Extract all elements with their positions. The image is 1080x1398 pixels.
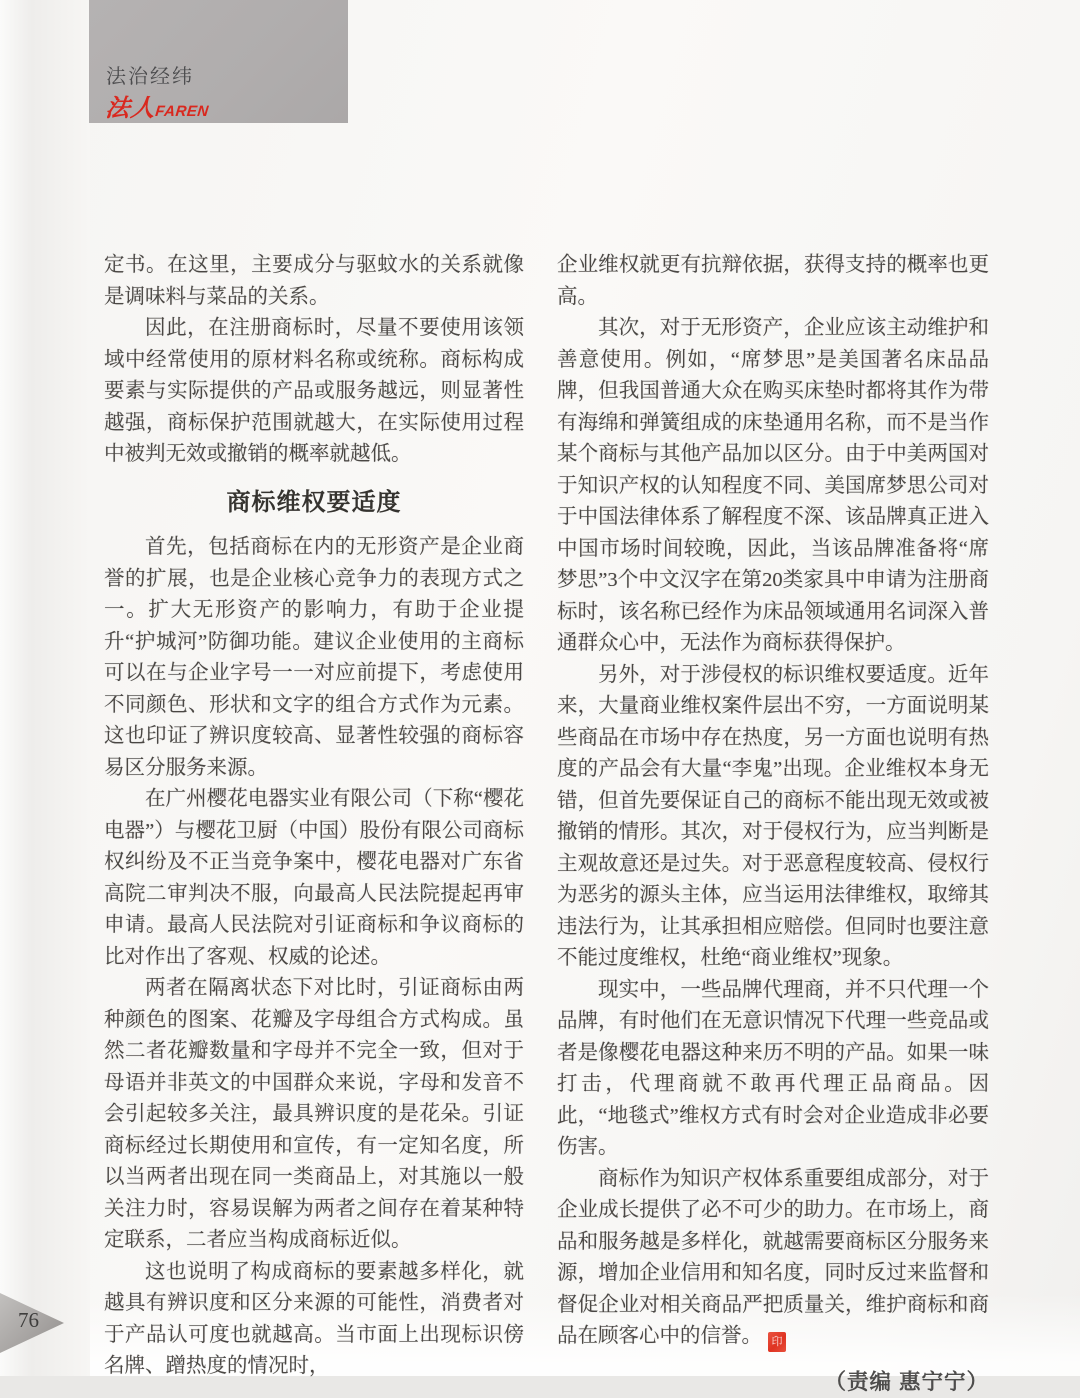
article-end-seal-icon: 印 bbox=[768, 1332, 786, 1352]
paragraph: 现实中，一些品牌代理商，并不只代理一个品牌，有时他们在无意识情况下代理一些竞品或者是像樱花电器这种来历不明的产品。如果一味打击，代理商就不敢再代理正品商品。因此，“地毯式”维权方式有时会对企业造成非必要伤害。 bbox=[557, 975, 989, 1164]
right-column bbox=[557, 250, 989, 1398]
paragraph-text: 商标作为知识产权体系重要组成部分，对于企业成长提供了必不可少的助力。在市场上，商品和服务越是多样化，就越需要商标区分服务来源，增加企业信用和知名度，同时反过来监督和督促企业对相关商品严把质量关，维护商标和商品在顾客心中的信誉。 bbox=[557, 1168, 989, 1348]
paragraph: 企业维权就更有抗辩依据，获得支持的概率也更高。 bbox=[557, 250, 989, 313]
section-title: 法治经纬 bbox=[106, 60, 194, 89]
paragraph: 在广州樱花电器实业有限公司（下称“樱花电器”）与樱花卫厨（中国）股份有限公司商标权纠纷及不正当竞争案中，樱花电器对广东省高院二审判决不服，向最高人民法院提起再审申请。最高人民法院对引证商标和争议商标的比对作出了客观、权威的论述。 bbox=[104, 784, 524, 973]
paragraph: 这也说明了构成商标的要素越多样化，就越具有辨识度和区分来源的可能性，消费者对于产品认可度也就越高。当市面上出现标识傍名牌、蹭热度的情况时， bbox=[104, 1257, 524, 1383]
page-number-block bbox=[0, 1293, 64, 1353]
paragraph: 因此，在注册商标时，尽量不要使用该领域中经常使用的原材料名称或统称。商标构成要素与实际提供的产品或服务越远，则显著性越强，商标保护范围就越大，在实际使用过程中被判无效或撤销的概率就越低。 bbox=[104, 313, 524, 471]
paragraph: 两者在隔离状态下对比时，引证商标由两种颜色的图案、花瓣及字母组合方式构成。虽然二者花瓣数量和字母并不完全一致，但对于母语并非英文的中国群众来说，字母和发音不会引起较多关注，最具辨识度的是花朵。引证商标经过长期使用和宣传，有一定知名度，所以当两者出现在同一类商品上，对其施以一般关注力时，容易误解为两者之间存在着某种特定联系，二者应当构成商标近似。 bbox=[104, 973, 524, 1257]
page-number: 76 bbox=[18, 1308, 39, 1333]
scan-left-edge bbox=[0, 0, 90, 1376]
section-header-block bbox=[89, 0, 348, 123]
paragraph: 首先，包括商标在内的无形资产是企业商誉的扩展，也是企业核心竞争力的表现方式之一。扩大无形资产的影响力，有助于企业提升“护城河”防御功能。建议企业使用的主商标可以在与企业字号一一对应前提下，考虑使用不同颜色、形状和文字的组合方式作为元素。这也印证了辨识度较高、显著性较强的商标容易区分服务来源。 bbox=[104, 532, 524, 784]
left-column bbox=[104, 250, 524, 1383]
editor-credit: （责编 惠宁宁） bbox=[557, 1367, 989, 1398]
magazine-logo bbox=[104, 88, 211, 123]
paragraph: 另外，对于涉侵权的标识维权要适度。近年来，大量商业维权案件层出不穷，一方面说明某些商品在市场中存在热度，另一方面也说明有热度的产品会有大量“李鬼”出现。企业维权本身无错，但首先要保证自己的商标不能出现无效或被撤销的情形。其次，对于侵权行为，应当判断是主观故意还是过失。对于恶意程度较高、侵权行为恶劣的源头主体，应当运用法律维权，取缔其违法行为，让其承担相应赔偿。但同时也要注意不能过度维权，杜绝“商业维权”现象。 bbox=[557, 660, 989, 975]
paragraph bbox=[557, 1164, 989, 1353]
paragraph: 其次，对于无形资产，企业应该主动维护和善意使用。例如，“席梦思”是美国著名床品品牌，但我国普通大众在购买床垫时都将其作为带有海绵和弹簧组成的床垫通用名称，而不是当作某个商标与其他产品加以区分。由于中美两国对于知识产权的认知程度不同、美国席梦思公司对于中国法律体系了解程度不深、该品牌真正进入中国市场时间较晚，因此，当该品牌准备将“席梦思”3个中文汉字在第20类家具中申请为注册商标时，该名称已经作为床品领域通用名词深入普通群众心中，无法作为商标获得保护。 bbox=[557, 313, 989, 660]
paragraph: 定书。在这里，主要成分与驱蚊水的关系就像是调味料与菜品的关系。 bbox=[104, 250, 524, 313]
magazine-logo-en: FAREN bbox=[154, 103, 209, 120]
article-subheading: 商标维权要适度 bbox=[104, 487, 524, 519]
magazine-logo-cn: 法人 bbox=[104, 95, 157, 122]
